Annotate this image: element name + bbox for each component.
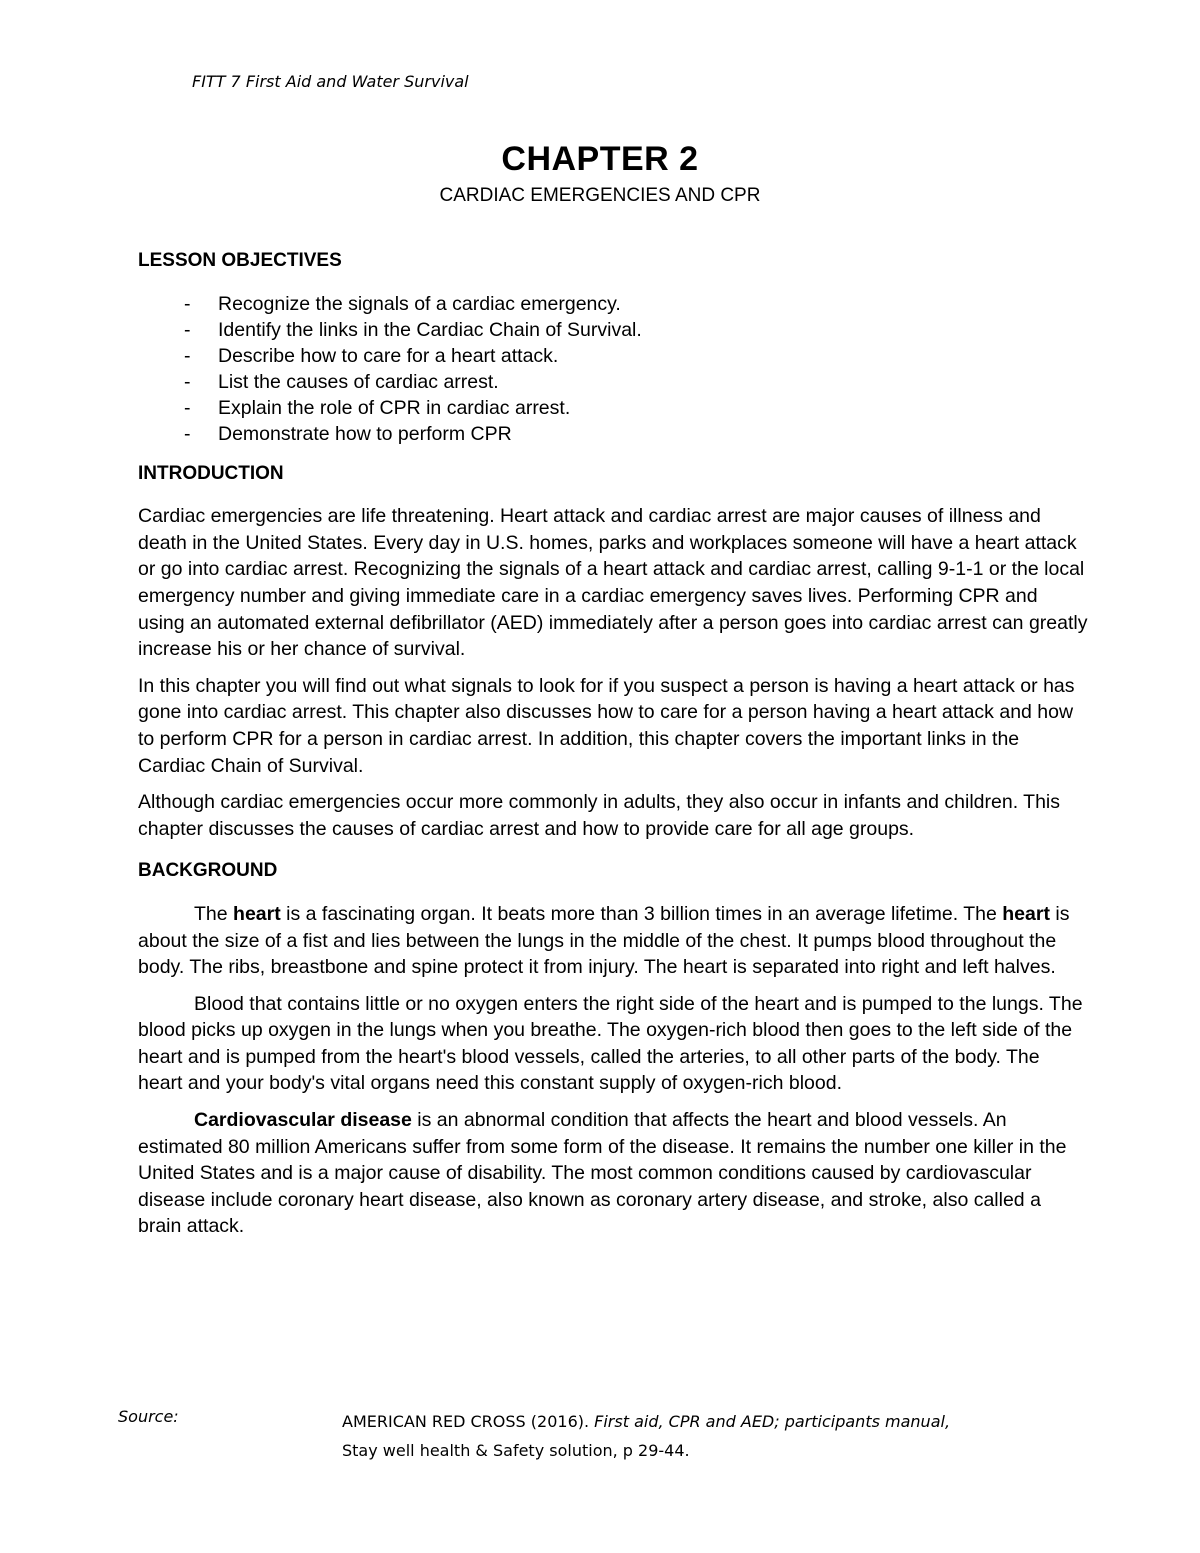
objective-item [138,317,1088,343]
citation-title: First aid, CPR and AED; participants manual, [594,1412,951,1431]
intro-paragraph: Cardiac emergencies are life threatening. Heart attack and cardiac arrest are major causes of illness and death in the United States. Every day in U.S. homes, parks and workplaces someone will have a heart attack or go into cardiac arrest. Recognizing the signals of a heart attack and cardiac arrest, calling 9-1-1 or the local emergency number and giving immediate care in a cardiac emergency saves lives. Performing CPR and using an automated external defibrillator (AED) immediately after a person goes into cardiac arrest can greatly increase his or her chance of survival. [138,505,1088,661]
list-dash: - [184,292,191,315]
list-dash: - [184,370,191,393]
introduction-heading: INTRODUCTION [138,462,284,484]
citation-line-1 [342,1407,950,1436]
objective-item [138,343,1088,369]
background-paragraph [138,901,1088,981]
objective-item [138,291,1088,317]
page-header: FITT 7 First Aid and Water Survival [192,72,469,91]
citation-author: AMERICAN RED CROSS (2016). [342,1412,595,1431]
chapter-subtitle: CARDIAC EMERGENCIES AND CPR [439,185,761,206]
footer-source-label: Source: [118,1407,179,1426]
bold-term: Cardiovascular disease [194,1109,412,1132]
list-dash: - [184,318,191,341]
objective-text: Recognize the signals of a cardiac emergency. [218,292,621,315]
list-dash: - [184,422,191,445]
text-run: is a fascinating organ. It beats more than 3 billion times in an average lifetime. The [280,902,1003,925]
bold-term: heart [1002,902,1050,925]
intro-paragraph: In this chapter you will find out what signals to look for if you suspect a person is having a heart attack or has gone into cardiac arrest. This chapter also discusses how to care for a person having a heart attack and how to perform CPR for a person in cardiac arrest. In addition, this chapter covers the important links in the Cardiac Chain of Survival. [138,674,1075,777]
intro-paragraph: Although cardiac emergencies occur more commonly in adults, they also occur in infants and children. This chapter discusses the causes of cardiac arrest and how to provide care for all age groups. [138,791,1061,840]
document-body [138,248,1088,1240]
citation-line-2: Stay well health & Safety solution, p 29-44. [342,1441,690,1460]
background-heading: BACKGROUND [138,860,278,882]
objective-text: Demonstrate how to perform CPR [218,422,512,445]
chapter-title: CHAPTER 2 [501,140,699,178]
objective-item [138,395,1088,421]
objective-text: Describe how to care for a heart attack. [218,344,559,367]
bold-term: heart [233,902,281,925]
objective-text: Identify the links in the Cardiac Chain of Survival. [218,318,642,341]
objective-item [138,369,1088,395]
footer-citation [342,1407,950,1465]
lesson-objectives-heading: LESSON OBJECTIVES [138,250,342,271]
text-run: is about the size of a fist and lies between the lungs in the middle of the chest. It pumps blood throughout the body. The ribs, breastbone and spine protect it from injury. The heart is separated into right and left halves. [138,902,1070,979]
text-run: The [194,902,234,925]
objective-item [138,421,1088,447]
objectives-list [138,291,1088,447]
objective-text: Explain the role of CPR in cardiac arrest. [218,396,571,419]
background-paragraph: Blood that contains little or no oxygen enters the right side of the heart and is pumped to the lungs. The blood picks up oxygen in the lungs when you breathe. The oxygen-rich blood then goes to the left side of the heart and is pumped from the heart's blood vessels, called the arteries, to all other parts of the body. The heart and your body's vital organs need this constant supply of oxygen-rich blood. [138,992,1083,1095]
background-paragraph [138,1107,1088,1240]
text-run: is an abnormal condition that affects the heart and blood vessels. An estimated 80 million Americans suffer from some form of the disease. It remains the number one killer in the United States and is a major cause of disability. The most common conditions caused by cardiovascular disease include coronary heart disease, also known as coronary artery disease, and stroke, also called a brain attack. [138,1109,1067,1238]
objective-text: List the causes of cardiac arrest. [218,370,499,393]
list-dash: - [184,396,191,419]
list-dash: - [184,344,191,367]
